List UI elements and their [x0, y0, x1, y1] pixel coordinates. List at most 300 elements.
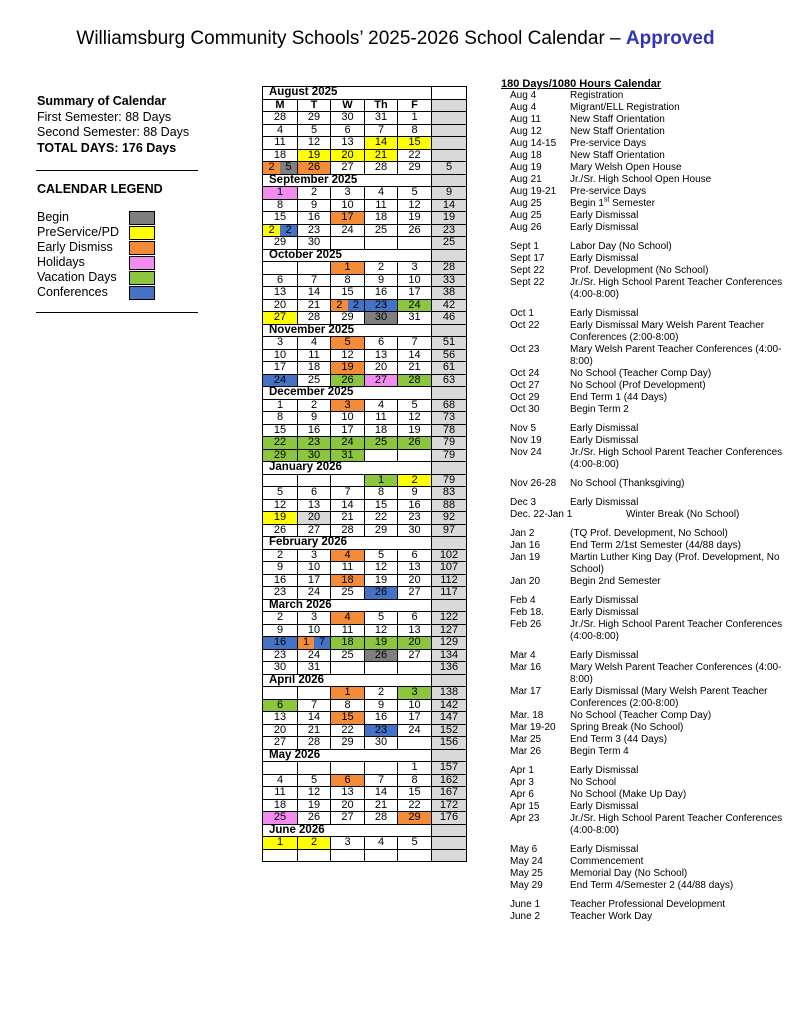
- day-cell: 13: [398, 562, 432, 575]
- event-date: Mar 16: [510, 662, 542, 673]
- day-cell: 11: [263, 137, 298, 150]
- day-cell: 29: [398, 812, 432, 825]
- event-date: Mar 19-20: [510, 722, 556, 733]
- month-name: June 2026: [263, 824, 432, 837]
- event-date: Feb 18.: [510, 607, 544, 618]
- cumulative-day-count: [432, 849, 467, 862]
- week-row: [263, 662, 467, 675]
- calendar-grid: [262, 86, 466, 862]
- week-row: [263, 737, 467, 750]
- month-name: September 2025: [263, 174, 432, 187]
- month-total-header: [432, 324, 467, 337]
- event-item: [500, 320, 786, 344]
- day-cell: 23: [298, 437, 331, 450]
- day-cell: 5: [331, 337, 365, 350]
- legend-title: CALENDAR LEGEND: [37, 182, 163, 196]
- cumulative-day-count: 102: [432, 549, 467, 562]
- day-cell: 27: [398, 649, 432, 662]
- week-row: [263, 787, 467, 800]
- day-cell: 25: [263, 812, 298, 825]
- day-cell: 21: [298, 299, 331, 312]
- day-cell: 29: [263, 449, 298, 462]
- events-list: [500, 78, 786, 923]
- day-cell: 28: [298, 312, 331, 325]
- day-cell: 2: [298, 187, 331, 200]
- day-cell: 11: [365, 412, 398, 425]
- event-description: End Term 2/1st Semester (44/88 days): [570, 540, 742, 551]
- week-row: [263, 699, 467, 712]
- event-description: Pre-service Days: [570, 138, 647, 149]
- day-cell: [331, 849, 365, 862]
- day-cell: 3: [331, 837, 365, 850]
- day-cell: 18: [365, 212, 398, 225]
- day-cell: [263, 262, 298, 275]
- event-description: Jr./Sr. High School Parent Teacher Conferences (4:00-8:00): [570, 813, 783, 836]
- event-item: [500, 222, 786, 234]
- day-cell: 24: [298, 587, 331, 600]
- event-item: [500, 619, 786, 643]
- day-cell: 24: [398, 724, 432, 737]
- week-row: [263, 649, 467, 662]
- day-cell: 7: [331, 487, 365, 500]
- day-cell: 24: [298, 649, 331, 662]
- day-cell: 23: [263, 587, 298, 600]
- week-row: [263, 337, 467, 350]
- event-description: Prof. Development (No School): [570, 265, 709, 276]
- day-cell: 5: [263, 487, 298, 500]
- day-cell: 29: [263, 237, 298, 250]
- cumulative-day-count: 97: [432, 524, 467, 537]
- day-cell: 28: [365, 812, 398, 825]
- day-cell: 22: [365, 512, 398, 525]
- second-semester-days: Second Semester: 88 Days: [37, 125, 190, 139]
- week-row: [263, 762, 467, 775]
- day-cell: [398, 237, 432, 250]
- day-cell: 28: [331, 524, 365, 537]
- event-item: [500, 435, 786, 447]
- day-cell: 8: [365, 487, 398, 500]
- week-row: [263, 799, 467, 812]
- event-description: Mary Welsh Open House: [570, 162, 682, 173]
- day-cell: 13: [365, 349, 398, 362]
- title-text: Williamsburg Community Schools’ 2025-2026 School Calendar –: [76, 28, 621, 49]
- day-cell: 27: [263, 312, 298, 325]
- day-cell: 3: [331, 187, 365, 200]
- event-item: [500, 813, 786, 837]
- event-description: Begin 1st Semester: [570, 196, 655, 209]
- month-header-row: [263, 599, 467, 612]
- cumulative-day-count: 61: [432, 362, 467, 375]
- week-row: [263, 237, 467, 250]
- day-cell: 16: [365, 712, 398, 725]
- event-date: Mar. 18: [510, 710, 544, 721]
- event-date: June 1: [510, 899, 541, 910]
- day-cell: 26: [398, 224, 432, 237]
- event-item: [500, 552, 786, 576]
- event-date: Jan 20: [510, 576, 541, 587]
- event-description: Early Dismissal: [570, 595, 639, 606]
- day-cell: 1: [263, 187, 298, 200]
- day-cell: 26: [331, 374, 365, 387]
- month-name: October 2025: [263, 249, 432, 262]
- day-cell: 16: [263, 574, 298, 587]
- event-item: [500, 734, 786, 746]
- day-part: 2: [348, 300, 365, 312]
- day-cell: 19: [398, 424, 432, 437]
- event-item: [500, 686, 786, 710]
- day-cell: 18: [365, 424, 398, 437]
- event-description: Registration: [570, 90, 624, 101]
- first-semester-days: First Semester: 88 Days: [37, 109, 172, 124]
- event-item: [500, 528, 786, 540]
- week-row: [263, 349, 467, 362]
- cumulative-day-count: [432, 149, 467, 162]
- legend-swatch: [129, 256, 155, 270]
- day-cell: 22: [398, 799, 432, 812]
- event-date: Jan 2: [510, 528, 535, 539]
- day-cell: 11: [331, 562, 365, 575]
- cumulative-day-count: 63: [432, 374, 467, 387]
- day-cell: 19: [365, 637, 398, 650]
- week-row: [263, 262, 467, 275]
- event-item: [500, 241, 786, 253]
- day-cell: 28: [365, 162, 398, 175]
- event-description: Begin 2nd Semester: [570, 576, 661, 587]
- day-cell: 24: [263, 374, 298, 387]
- day-cell: 13: [331, 137, 365, 150]
- day-cell: 25: [331, 649, 365, 662]
- event-date: Nov 24: [510, 447, 542, 458]
- legend-label: Early Dismiss: [37, 240, 113, 254]
- day-cell: [263, 474, 298, 487]
- event-description: End Term 1 (44 Days): [570, 392, 668, 403]
- day-cell: 3: [298, 612, 331, 625]
- day-cell: 5: [398, 399, 432, 412]
- event-date: Oct 29: [510, 392, 540, 403]
- event-description: Early Dismissal Mary Welsh Parent Teacher Conferences (2:00-8:00): [570, 320, 765, 343]
- week-row: [263, 299, 467, 312]
- event-description: Early Dismissal: [570, 844, 639, 855]
- event-item: [500, 911, 786, 923]
- day-cell: [365, 449, 398, 462]
- day-cell: 2: [263, 612, 298, 625]
- week-row: [263, 637, 467, 650]
- weekday-label: Th: [365, 99, 398, 112]
- day-cell: 16: [398, 499, 432, 512]
- week-row: [263, 199, 467, 212]
- event-description: No School (Prof Development): [570, 380, 706, 391]
- day-cell: 7: [298, 274, 331, 287]
- day-cell: 19: [298, 149, 331, 162]
- divider: [36, 170, 198, 171]
- event-date: Mar 17: [510, 686, 542, 697]
- day-cell: 2: [365, 687, 398, 700]
- day-cell: 6: [398, 612, 432, 625]
- day-cell: 6: [331, 774, 365, 787]
- week-row: [263, 124, 467, 137]
- week-row: [263, 149, 467, 162]
- total-days: TOTAL DAYS: 176 Days: [37, 140, 177, 155]
- day-cell: [298, 474, 331, 487]
- day-cell: 30: [298, 449, 331, 462]
- event-description: (TQ Prof. Development, No School): [570, 528, 728, 539]
- event-description: Early Dismissal: [570, 801, 639, 812]
- event-description: Jr./Sr. High School Open House: [570, 174, 712, 185]
- day-cell: 19: [263, 512, 298, 525]
- superscript: st: [603, 196, 610, 204]
- day-cell: 8: [331, 274, 365, 287]
- day-cell: 15: [263, 424, 298, 437]
- cumulative-day-count: 46: [432, 312, 467, 325]
- day-cell: 6: [263, 274, 298, 287]
- week-row: [263, 837, 467, 850]
- day-cell: [298, 762, 331, 775]
- cumulative-day-count: 5: [432, 162, 467, 175]
- day-cell: 16: [298, 424, 331, 437]
- day-cell: 18: [331, 574, 365, 587]
- cumulative-day-count: 157: [432, 762, 467, 775]
- legend-item: [37, 255, 119, 270]
- event-description: Memorial Day (No School): [570, 868, 688, 879]
- legend-item: [37, 285, 119, 300]
- event-date: Aug 19-21: [510, 186, 557, 197]
- legend-swatch: [129, 286, 155, 300]
- day-cell: 27: [263, 737, 298, 750]
- events-heading: 180 Days/1080 Hours Calendar: [501, 78, 662, 90]
- month-header-row: [263, 174, 467, 187]
- event-item: [500, 607, 786, 619]
- day-cell: 3: [331, 399, 365, 412]
- cumulative-day-count: 92: [432, 512, 467, 525]
- week-row: [263, 524, 467, 537]
- event-date: Aug 14-15: [510, 138, 557, 149]
- split-day: [263, 162, 297, 174]
- day-cell: 25: [331, 587, 365, 600]
- event-description: Early Dismissal: [570, 253, 639, 264]
- cumulative-day-count: 107: [432, 562, 467, 575]
- day-cell: 12: [365, 562, 398, 575]
- cumulative-day-count: 147: [432, 712, 467, 725]
- event-description: Early Dismissal (Mary Welsh Parent Teacher Conferences (2:00-8:00): [570, 686, 768, 709]
- month-name: January 2026: [263, 462, 432, 475]
- day-part: 1: [298, 637, 314, 649]
- week-row: [263, 274, 467, 287]
- day-cell: 17: [331, 212, 365, 225]
- month-header-row: [263, 537, 467, 550]
- event-item: [500, 880, 786, 892]
- day-cell: [298, 262, 331, 275]
- week-row: [263, 624, 467, 637]
- event-item: [500, 138, 786, 150]
- event-item: [500, 856, 786, 868]
- day-cell: 12: [263, 499, 298, 512]
- day-cell: 19: [331, 362, 365, 375]
- month-header-row: [263, 387, 467, 400]
- day-cell: 30: [263, 662, 298, 675]
- cumulative-day-count: [432, 137, 467, 150]
- day-cell: 30: [365, 312, 398, 325]
- day-cell: 20: [263, 299, 298, 312]
- event-description: Winter Break (No School): [626, 509, 740, 520]
- legend-item: [37, 225, 119, 240]
- event-item: [500, 344, 786, 368]
- day-cell: 1: [398, 762, 432, 775]
- event-description: Mary Welsh Parent Teacher Conferences (4:00-8:00): [570, 662, 782, 685]
- day-cell: [365, 849, 398, 862]
- event-item: [500, 777, 786, 789]
- day-cell: 5: [298, 124, 331, 137]
- month-total-header: [432, 462, 467, 475]
- day-part: 7: [314, 637, 330, 649]
- day-cell: 11: [298, 349, 331, 362]
- day-cell: 19: [398, 212, 432, 225]
- legend-swatch: [129, 226, 155, 240]
- event-description: Jr./Sr. High School Parent Teacher Conferences (4:00-8:00): [570, 277, 783, 300]
- day-cell: 9: [365, 274, 398, 287]
- event-description: Early Dismissal: [570, 435, 639, 446]
- day-cell: 25: [365, 224, 398, 237]
- day-cell: 21: [298, 724, 331, 737]
- day-cell: 15: [398, 787, 432, 800]
- day-cell: 26: [365, 649, 398, 662]
- day-cell: 18: [263, 149, 298, 162]
- event-item: [500, 380, 786, 392]
- day-cell: 13: [263, 712, 298, 725]
- event-date: Sept 1: [510, 241, 539, 252]
- day-part: 2: [263, 225, 280, 237]
- day-cell: 10: [398, 699, 432, 712]
- day-cell: 24: [331, 224, 365, 237]
- event-item: [500, 198, 786, 210]
- day-cell: 13: [398, 624, 432, 637]
- day-cell: 9: [263, 624, 298, 637]
- event-date: Oct 22: [510, 320, 540, 331]
- event-date: Aug 19: [510, 162, 542, 173]
- event-date: May 24: [510, 856, 543, 867]
- day-cell: [263, 162, 298, 175]
- day-cell: 22: [398, 149, 432, 162]
- cumulative-day-count: [432, 837, 467, 850]
- day-cell: [263, 849, 298, 862]
- event-date: Jan 19: [510, 552, 541, 563]
- month-total-header: [432, 749, 467, 762]
- day-cell: 10: [298, 624, 331, 637]
- event-date: Sept 17: [510, 253, 545, 264]
- cumulative-day-count: 156: [432, 737, 467, 750]
- legend-swatch: [129, 271, 155, 285]
- day-cell: 12: [298, 787, 331, 800]
- day-cell: 15: [398, 137, 432, 150]
- approval-status: Approved: [625, 28, 715, 49]
- day-cell: 26: [263, 524, 298, 537]
- month-total-header: [432, 674, 467, 687]
- event-date: Jan 16: [510, 540, 541, 551]
- day-cell: 10: [298, 562, 331, 575]
- event-item: [500, 595, 786, 607]
- event-date: Oct 23: [510, 344, 540, 355]
- event-description: No School (Thanksgiving): [570, 478, 685, 489]
- day-cell: 1: [263, 399, 298, 412]
- event-description: Migrant/ELL Registration: [570, 102, 680, 113]
- month-total-header: [432, 537, 467, 550]
- day-cell: 3: [398, 687, 432, 700]
- cumulative-day-count: 25: [432, 237, 467, 250]
- day-cell: 27: [365, 374, 398, 387]
- month-header-row: [263, 324, 467, 337]
- day-cell: 4: [365, 399, 398, 412]
- day-cell: 9: [263, 562, 298, 575]
- day-cell: 7: [365, 774, 398, 787]
- weekday-label: T: [298, 99, 331, 112]
- event-item: [500, 423, 786, 435]
- cumulative-day-count: 79: [432, 474, 467, 487]
- day-cell: 12: [298, 137, 331, 150]
- day-cell: 2: [398, 474, 432, 487]
- day-cell: 24: [398, 299, 432, 312]
- day-cell: [398, 662, 432, 675]
- day-cell: 2: [298, 837, 331, 850]
- event-item: [500, 102, 786, 114]
- event-date: Mar 26: [510, 746, 542, 757]
- event-date: Feb 26: [510, 619, 542, 630]
- event-item: [500, 497, 786, 509]
- split-day: [263, 225, 297, 237]
- day-cell: 25: [298, 374, 331, 387]
- split-day: [331, 300, 364, 312]
- event-date: June 2: [510, 911, 541, 922]
- day-cell: 6: [298, 487, 331, 500]
- day-cell: 21: [331, 512, 365, 525]
- day-cell: [365, 662, 398, 675]
- day-cell: 23: [263, 649, 298, 662]
- day-cell: 12: [398, 199, 432, 212]
- cumulative-day-count: 56: [432, 349, 467, 362]
- day-cell: 15: [263, 212, 298, 225]
- day-cell: 18: [331, 637, 365, 650]
- event-item: [500, 478, 786, 490]
- day-cell: 27: [331, 812, 365, 825]
- weekday-label: F: [398, 99, 432, 112]
- month-name: May 2026: [263, 749, 432, 762]
- day-cell: 17: [398, 712, 432, 725]
- day-cell: 14: [298, 287, 331, 300]
- event-date: Nov 19: [510, 435, 542, 446]
- day-cell: 3: [398, 262, 432, 275]
- week-row: [263, 574, 467, 587]
- event-description: Early Dismissal: [570, 497, 639, 508]
- day-cell: 8: [331, 699, 365, 712]
- day-cell: 27: [398, 587, 432, 600]
- event-description: No School (Make Up Day): [570, 789, 687, 800]
- week-row: [263, 212, 467, 225]
- day-cell: 23: [365, 724, 398, 737]
- day-cell: 17: [263, 362, 298, 375]
- split-day: [298, 637, 330, 649]
- weekday-header-row: [263, 99, 467, 112]
- event-description: Martin Luther King Day (Prof. Development, No School): [570, 552, 780, 575]
- cumulative-day-count: 122: [432, 612, 467, 625]
- cumulative-day-count: 142: [432, 699, 467, 712]
- day-cell: 26: [398, 437, 432, 450]
- event-item: [500, 404, 786, 416]
- day-cell: 5: [398, 187, 432, 200]
- day-cell: 2: [365, 262, 398, 275]
- day-cell: [365, 237, 398, 250]
- day-cell: 8: [263, 412, 298, 425]
- cumulative-day-count: 51: [432, 337, 467, 350]
- day-cell: [263, 762, 298, 775]
- day-cell: 6: [365, 337, 398, 350]
